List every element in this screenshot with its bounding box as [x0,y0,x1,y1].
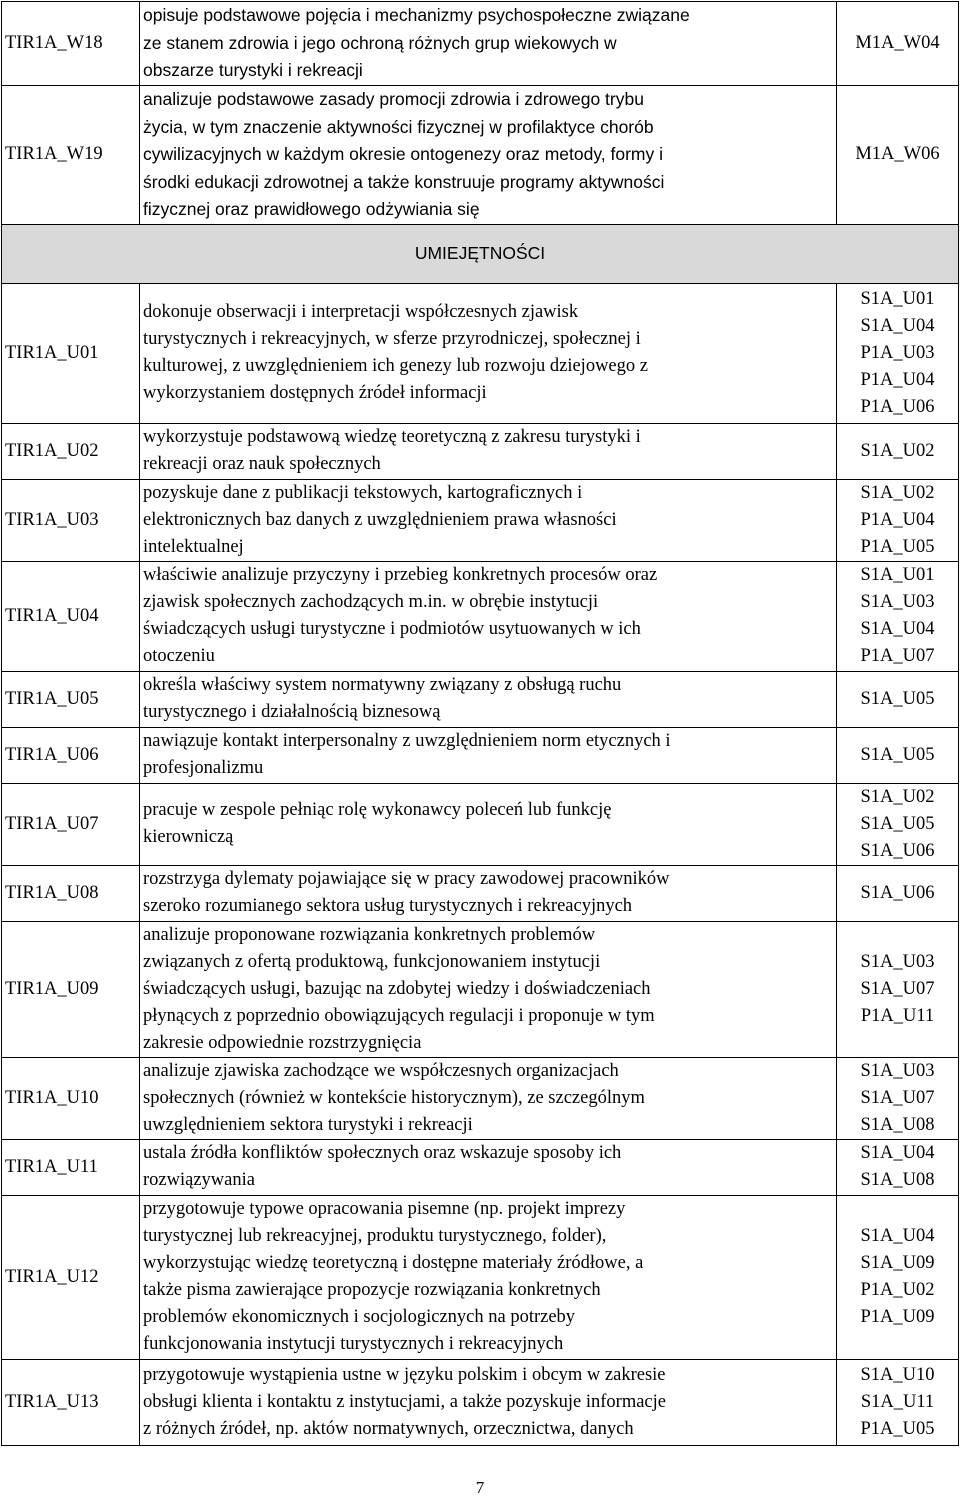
outcome-description [140,561,837,671]
description-line: zakresie odpowiednie rozstrzygnięcia [143,1032,422,1053]
section-header-row [2,224,959,283]
outcome-code: TIR1A_U02 [2,423,140,479]
area-effect-code: S1A_U03 [860,592,935,612]
skill-row [2,1057,959,1139]
area-effect-code: S1A_U11 [860,1391,935,1412]
area-effect-references [837,921,959,1057]
area-effect-references [837,1139,959,1195]
outcome-description [140,727,837,783]
description-line: świadczących usługi, bazując na zdobytej wiedzy i doświadczeniach [143,978,651,999]
description-line: właściwie analizuje przyczyny i przebieg konkretnych procesów oraz [143,565,658,585]
description-line: ze stanem zdrowia i jego ochroną różnych grup wiekowych w [143,32,617,53]
area-effect-references [837,2,959,86]
area-effect-references [837,561,959,671]
area-effect-code: P1A_U04 [860,369,935,390]
skill-row [2,727,959,783]
outcome-description [140,783,837,865]
area-effect-code: S1A_U04 [860,315,935,336]
description-line: płynących z poprzednio obowiązujących regulacji i proponuje w tym [143,1005,655,1026]
area-effect-references [837,671,959,727]
outcome-code: TIR1A_U13 [2,1359,140,1445]
area-effect-code: S1A_U08 [860,1170,935,1190]
description-line: turystycznych i rekreacyjnych, w sferze przyrodniczej, społecznej i [143,329,641,349]
description-line: rozwiązywania [143,1170,255,1190]
description-line: turystycznego i działalnością biznesową [143,702,441,722]
outcome-description [140,1139,837,1195]
skill-row [2,1195,959,1359]
description-line: elektronicznych baz danych z uwzględnieniem prawa własności [143,509,617,530]
skill-row [2,921,959,1057]
description-line: uwzględnieniem sektora turystyki i rekreacji [143,1114,473,1135]
area-effect-references [837,865,959,921]
outcome-code: TIR1A_U12 [2,1195,140,1359]
skill-row [2,423,959,479]
area-effect-code: S1A_U05 [860,744,935,765]
description-line: szeroko rozumianego sektora usług turystycznych i rekreacyjnych [143,896,633,916]
outcome-code: TIR1A_U11 [2,1139,140,1195]
area-effect-references [837,86,959,225]
description-line: fizycznej oraz prawidłowego odżywiania się [143,199,480,219]
area-effect-code: S1A_U09 [860,1253,935,1273]
description-line: nawiązuje kontakt interpersonalny z uwzględnieniem norm etycznych i [143,731,671,751]
description-line: społecznych (również w kontekście historycznym), ze szczególnym [143,1087,645,1108]
area-effect-code: S1A_U01 [860,288,935,309]
area-effect-code: S1A_U04 [860,619,935,639]
description-line: przygotowuje typowe opracowania pisemne (np. projekt imprezy [143,1199,626,1219]
description-line: kierowniczą [143,827,234,847]
outcome-code: TIR1A_U10 [2,1057,140,1139]
outcome-code: TIR1A_U07 [2,783,140,865]
description-line: analizuje zjawiska zachodzące we współczesnych organizacjach [143,1060,619,1081]
area-effect-references [837,727,959,783]
area-effect-code: S1A_U02 [860,786,935,807]
description-line: pracuje w zespole pełniąc rolę wykonawcy poleceń lub funkcję [143,800,612,820]
area-effect-code: P1A_U06 [860,396,935,417]
skill-row [2,561,959,671]
area-effect-code: S1A_U05 [860,813,935,834]
area-effect-code: S1A_U02 [860,482,935,503]
area-effect-code: P1A_U02 [860,1280,935,1300]
description-line: obszarze turystyki i rekreacji [143,60,363,81]
area-effect-code: S1A_U03 [860,951,935,972]
area-effect-code: P1A_U03 [860,342,935,363]
description-line: analizuje podstawowe zasady promocji zdrowia i zdrowego trybu [143,89,644,109]
description-line: życia, w tym znaczenie aktywności fizycznej w profilaktyce chorób [143,116,654,137]
description-line: określa właściwy system normatywny związany z obsługą ruchu [143,675,622,695]
description-line: ustala źródła konfliktów społecznych oraz wskazuje sposoby ich [143,1143,622,1163]
description-line: wykorzystując wiedzę teoretyczną i dostępne materiały źródłowe, a [143,1253,644,1273]
description-line: wykorzystuje podstawową wiedzę teoretyczną z zakresu turystyki i [143,427,641,447]
description-line: kulturowej, z uwzględnieniem ich genezy lub rozwoju dziejowego z [143,356,648,376]
learning-outcomes-table [1,1,959,1446]
area-effect-code: S1A_U06 [860,882,935,903]
outcome-description [140,2,837,86]
skill-row [2,1139,959,1195]
page-number: 7 [475,1478,485,1497]
area-effect-code: P1A_U05 [860,1418,935,1439]
outcome-code: TIR1A_U06 [2,727,140,783]
outcome-code: TIR1A_W19 [2,86,140,225]
area-effect-code: S1A_U08 [860,1114,935,1135]
skill-row [2,783,959,865]
area-effect-code: P1A_U09 [860,1307,935,1327]
area-effect-code: P1A_U07 [860,646,935,666]
description-line: opisuje podstawowe pojęcia i mechanizmy psychospołeczne związane [143,5,690,26]
area-effect-references [837,1195,959,1359]
area-effect-code: S1A_U06 [860,840,935,861]
skill-row [2,479,959,561]
description-line: świadczących usługi turystyczne i podmiotów usytuowanych w ich [143,619,641,639]
skill-row [2,1359,959,1445]
description-line: rozstrzyga dylematy pojawiające się w pracy zawodowej pracowników [143,869,670,889]
area-effect-code: S1A_U01 [860,565,935,585]
area-effect-code: S1A_U04 [860,1143,935,1163]
area-effect-code: M1A_W04 [855,33,940,53]
outcome-code: TIR1A_U05 [2,671,140,727]
area-effect-code: S1A_U07 [860,1087,935,1108]
description-line: związanych z ofertą produktową, funkcjonowaniem instytucji [143,951,601,972]
section-header-skills: UMIEJĘTNOŚCI [2,224,959,283]
area-effect-references [837,1359,959,1445]
outcome-description [140,283,837,423]
area-effect-code: M1A_W06 [855,144,940,165]
outcome-description [140,921,837,1057]
description-line: z różnych źródeł, np. aktów normatywnych, orzecznictwa, danych [143,1418,634,1439]
description-line: rekreacji oraz nauk społecznych [143,454,381,474]
description-line: turystycznej lub rekreacyjnej, produktu turystycznego, folder), [143,1226,607,1246]
outcome-code: TIR1A_U08 [2,865,140,921]
skill-row [2,865,959,921]
outcome-description [140,423,837,479]
area-effect-references [837,283,959,423]
area-effect-code: S1A_U04 [860,1226,935,1246]
outcome-description [140,1195,837,1359]
outcome-code: TIR1A_U04 [2,561,140,671]
description-line: także pisma zawierające propozycje rozwiązania konkretnych [143,1280,601,1300]
description-line: obsługi klienta i kontaktu z instytucjami, a także pozyskuje informacje [143,1391,666,1412]
outcome-description [140,1359,837,1445]
area-effect-code: S1A_U03 [860,1060,935,1081]
description-line: analizuje proponowane rozwiązania konkretnych problemów [143,924,596,945]
description-line: funkcjonowania instytucji turystycznych i rekreacyjnych [143,1334,564,1354]
description-line: profesjonalizmu [143,758,264,778]
knowledge-row [2,2,959,86]
area-effect-code: P1A_U11 [860,1005,935,1026]
area-effect-references [837,783,959,865]
outcome-description [140,671,837,727]
area-effect-code: S1A_U10 [860,1364,935,1385]
learning-outcomes-body [2,2,959,1446]
description-line: dokonuje obserwacji i interpretacji współczesnych zjawisk [143,302,579,322]
area-effect-code: S1A_U07 [860,978,935,999]
description-line: problemów ekonomicznych i socjologicznych na potrzeby [143,1307,576,1327]
description-line: przygotowuje wystąpienia ustne w języku polskim i obcym w zakresie [143,1364,666,1385]
area-effect-references [837,1057,959,1139]
description-line: intelektualnej [143,536,244,557]
outcome-code: TIR1A_U09 [2,921,140,1057]
description-line: środki edukacji zdrowotnej a także konstruuje programy aktywności [143,171,665,192]
description-line: pozyskuje dane z publikacji tekstowych, kartograficznych i [143,482,583,503]
area-effect-code: P1A_U04 [860,509,935,530]
area-effect-code: S1A_U05 [860,688,935,709]
outcome-code: TIR1A_U01 [2,283,140,423]
outcome-code: TIR1A_U03 [2,479,140,561]
area-effect-references [837,423,959,479]
outcome-code: TIR1A_W18 [2,2,140,86]
description-line: zjawisk społecznych zachodzących m.in. w obrębie instytucji [143,592,599,612]
description-line: wykorzystaniem dostępnych źródeł informacji [143,383,487,403]
area-effect-references [837,479,959,561]
knowledge-row [2,86,959,225]
area-effect-code: S1A_U02 [860,440,935,461]
outcome-description [140,479,837,561]
outcome-description [140,86,837,225]
description-line: otoczeniu [143,646,215,666]
outcome-description [140,1057,837,1139]
description-line: cywilizacyjnych w każdym okresie ontogenezy oraz metody, formy i [143,144,664,164]
outcome-description [140,865,837,921]
skill-row [2,671,959,727]
skill-row [2,283,959,423]
area-effect-code: P1A_U05 [860,536,935,557]
